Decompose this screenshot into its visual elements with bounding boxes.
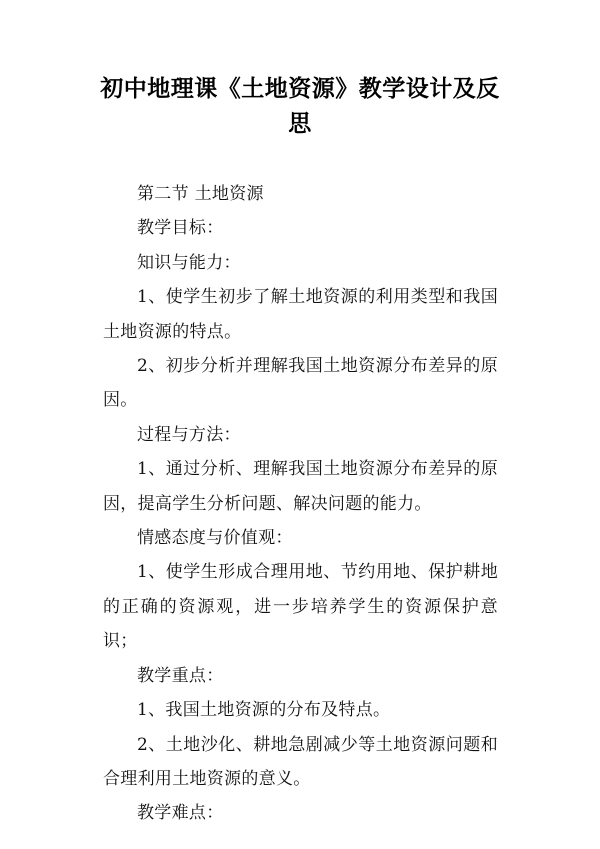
paragraph: 1、通过分析、理解我国土地资源分布差异的原因，提高学生分析问题、解决问题的能力。 [103, 459, 498, 514]
document-body [103, 177, 498, 831]
paragraph: 2、土地沙化、耕地急剧减少等土地资源问题和合理利用土地资源的意义。 [103, 734, 498, 789]
teaching-objectives-heading: 教学目标： [137, 218, 224, 239]
knowledge-ability-heading: 知识与能力： [137, 252, 241, 273]
section-heading: 第二节 土地资源 [137, 184, 264, 204]
paragraph: 1、使学生形成合理用地、节约用地、保护耕地的正确的资源观，进一步培养学生的资源保护意识； [103, 562, 498, 652]
paragraph: 1、使学生初步了解土地资源的利用类型和我国土地资源的特点。 [103, 287, 498, 342]
paragraph: 1、我国土地资源的分布及特点。 [137, 700, 391, 721]
process-method-heading: 过程与方法： [137, 424, 241, 445]
difficult-points-heading: 教学难点： [137, 803, 224, 824]
key-points-heading: 教学重点： [137, 665, 224, 686]
document-title: 初中地理课《土地资源》教学设计及反思 [100, 76, 500, 137]
emotion-values-heading: 情感态度与价值观： [137, 528, 293, 549]
paragraph: 2、初步分析并理解我国土地资源分布差异的原因。 [103, 356, 498, 411]
